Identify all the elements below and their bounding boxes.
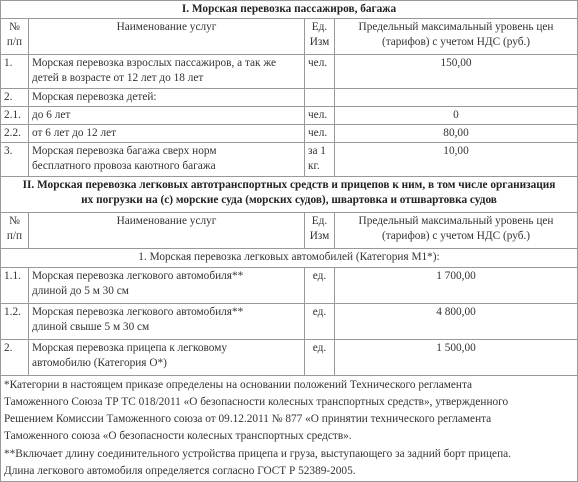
section2-title-row [1, 177, 578, 213]
section1-title-row [1, 1, 578, 19]
row-unit [305, 89, 335, 107]
header-unit-line2: Изм [309, 35, 330, 48]
row-num: 2. [1, 340, 29, 376]
row-name-line1: Морская перевозка багажа сверх норм [32, 145, 217, 157]
row-name: Морская перевозка детей: [29, 89, 305, 107]
section1-header-row [1, 19, 578, 55]
header-unit-line1: Ед. [311, 215, 328, 227]
row-price: 0 [335, 107, 578, 125]
row-num: 1.1. [1, 268, 29, 304]
table-row [1, 89, 578, 107]
row-name-line2: автомобилю (Категория О*) [32, 356, 167, 369]
table-row [1, 55, 578, 89]
row-unit: чел. [305, 107, 335, 125]
row-name-line2: длиной до 5 м 30 см [32, 284, 129, 297]
row-name [29, 304, 305, 340]
header-name: Наименование услуг [29, 19, 305, 55]
section2-title [1, 177, 578, 213]
header-price-line1: Предельный максимальный уровень цен [358, 21, 554, 33]
row-price: 1 500,00 [335, 340, 578, 376]
header-unit [305, 213, 335, 249]
table-row [1, 304, 578, 340]
footnote-line: Решением Комиссии Таможенного союза от 09.12.2011 № 877 «О принятии технического регламента [4, 413, 492, 426]
footnote-line: Длина легкового автомобиля определяется согласно ГОСТ Р 52389-2005. [4, 464, 356, 477]
section2-title-line2: их погрузки на (с) морские суда (морских судов), швартовка и отшвартовка судов [81, 193, 497, 206]
row-name: до 6 лет [29, 107, 305, 125]
header-num [1, 213, 29, 249]
section2-subheader-row [1, 249, 578, 268]
row-name [29, 268, 305, 304]
row-unit [305, 143, 335, 177]
row-unit: чел. [305, 55, 335, 89]
row-name [29, 340, 305, 376]
row-name [29, 143, 305, 177]
header-num-line1: № [9, 215, 20, 227]
row-unit-line2: кг. [308, 159, 320, 172]
row-unit: ед. [305, 304, 335, 340]
footnote-line: *Категории в настоящем приказе определены на основании положений Технического регламента [4, 379, 473, 391]
table-row [1, 107, 578, 125]
footnotes [1, 376, 578, 482]
row-name-line1: Морская перевозка легкового автомобиля** [32, 270, 244, 282]
row-name-line1: Морская перевозка прицепа к легковому [32, 342, 228, 354]
row-num: 2.2. [1, 125, 29, 143]
header-num-line2: п/п [6, 229, 23, 242]
section2-subheader: 1. Морская перевозка легковых автомобилей (Категория М1*): [1, 249, 578, 268]
header-price [335, 213, 578, 249]
header-unit [305, 19, 335, 55]
row-unit: чел. [305, 125, 335, 143]
row-unit: ед. [305, 340, 335, 376]
footnote-line: Таможенного союза «О безопасности колесных транспортных средств». [4, 430, 352, 443]
row-price: 80,00 [335, 125, 578, 143]
table-row [1, 268, 578, 304]
section1-title: I. Морская перевозка пассажиров, багажа [1, 1, 578, 19]
row-price: 10,00 [335, 143, 578, 177]
header-price-line2: (тарифов) с учетом НДС (руб.) [381, 35, 531, 48]
header-price [335, 19, 578, 55]
row-name-line1: Морская перевозка взрослых пассажиров, а так же [32, 57, 277, 69]
row-num: 1.2. [1, 304, 29, 340]
header-unit-line1: Ед. [311, 21, 328, 33]
row-unit: ед. [305, 268, 335, 304]
row-name-line2: детей в возрасте от 12 лет до 18 лет [32, 71, 204, 84]
header-num-line1: № [9, 21, 20, 33]
table-row [1, 340, 578, 376]
header-num [1, 19, 29, 55]
row-price [335, 89, 578, 107]
header-num-line2: п/п [6, 35, 23, 48]
row-num: 3. [1, 143, 29, 177]
row-name-line2: бесплатного провоза каютного багажа [32, 159, 216, 172]
section2-title-line1: II. Морская перевозка легковых автотранспортных средств и прицепов к ним, в том числе организация [22, 179, 556, 191]
row-num: 2.1. [1, 107, 29, 125]
header-price-line1: Предельный максимальный уровень цен [358, 215, 554, 227]
row-name-line1: Морская перевозка легкового автомобиля** [32, 306, 244, 318]
header-unit-line2: Изм [309, 229, 330, 242]
row-unit-line1: за 1 [308, 145, 326, 157]
row-price: 1 700,00 [335, 268, 578, 304]
row-price: 150,00 [335, 55, 578, 89]
footnote-line: **Включает длину соединительного устройства прицепа и груза, выступающего за задний борт прицепа. [4, 447, 511, 460]
header-price-line2: (тарифов) с учетом НДС (руб.) [381, 229, 531, 242]
table-row [1, 143, 578, 177]
row-name-line2: длиной свыше 5 м 30 см [32, 320, 150, 333]
row-num: 1. [1, 55, 29, 89]
row-name: от 6 лет до 12 лет [29, 125, 305, 143]
row-name [29, 55, 305, 89]
footnote-line: Таможенного Союза ТР ТС 018/2011 «О безопасности колесных транспортных средств», утвержденного [4, 396, 509, 409]
table-row [1, 125, 578, 143]
header-name: Наименование услуг [29, 213, 305, 249]
section2-header-row [1, 213, 578, 249]
notes-row [1, 376, 578, 482]
row-price: 4 800,00 [335, 304, 578, 340]
row-num: 2. [1, 89, 29, 107]
